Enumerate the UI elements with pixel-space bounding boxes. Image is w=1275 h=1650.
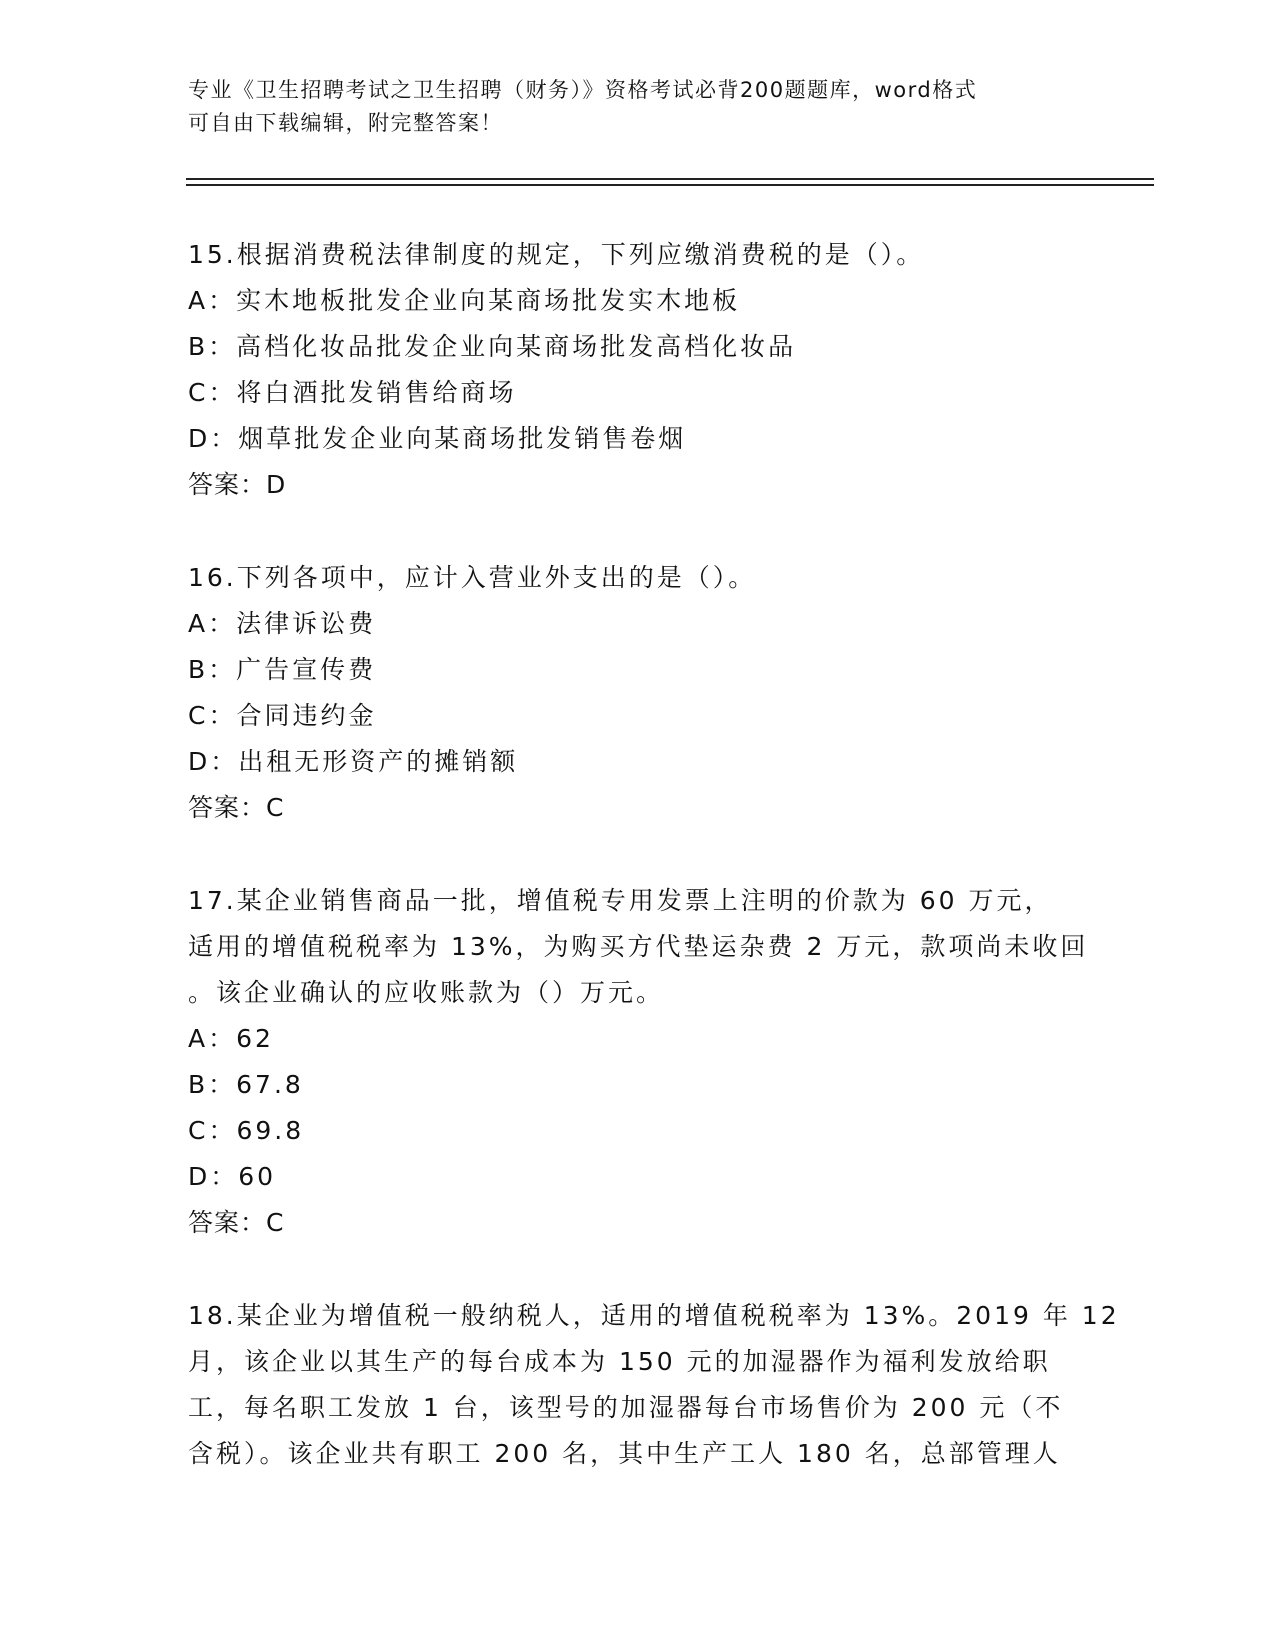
question-stem-line: 。该企业确认的应收账款为（）万元。: [188, 978, 665, 1007]
option-d: D：出租无形资产的摊销额: [188, 747, 519, 776]
question-stem-line: 17.某企业销售商品一批，增值税专用发票上注明的价款为 60 万元，: [188, 886, 1053, 915]
answer-line: 答案：C: [188, 1208, 285, 1237]
question-18: [188, 1293, 1120, 1477]
question-16: [188, 555, 1088, 831]
question-stem-line: 月，该企业以其生产的每台成本为 150 元的加湿器作为福利发放给职: [188, 1347, 1051, 1376]
header-line-1: 专业《卫生招聘考试之卫生招聘（财务）》资格考试必背200题题库，word格式: [188, 78, 978, 102]
option-a: A：法律诉讼费: [188, 609, 377, 638]
option-b: B：高档化妆品批发企业向某商场批发高档化妆品: [188, 332, 797, 361]
question-list: [188, 232, 1120, 1524]
header-rule-top: [186, 178, 1154, 180]
header-rule-bottom: [186, 184, 1154, 186]
option-b: B：67.8: [188, 1070, 304, 1099]
option-b: B：广告宣传费: [188, 655, 377, 684]
option-c: C：69.8: [188, 1116, 305, 1145]
document-header: [188, 74, 1068, 140]
option-d: D：烟草批发企业向某商场批发销售卷烟: [188, 424, 687, 453]
question-stem: 16.下列各项中，应计入营业外支出的是（）。: [188, 563, 757, 592]
option-d: D：60: [188, 1162, 277, 1191]
option-c: C：合同违约金: [188, 701, 377, 730]
question-17: [188, 878, 1088, 1246]
option-a: A：实木地板批发企业向某商场批发实木地板: [188, 286, 741, 315]
option-c: C：将白酒批发销售给商场: [188, 378, 517, 407]
answer-line: 答案：C: [188, 793, 285, 822]
question-stem-line: 含税）。该企业共有职工 200 名，其中生产工人 180 名，总部管理人: [188, 1439, 1061, 1468]
question-stem-line: 工，每名职工发放 1 台，该型号的加湿器每台市场售价为 200 元（不: [188, 1393, 1064, 1422]
option-a: A：62: [188, 1024, 274, 1053]
question-stem-line: 18.某企业为增值税一般纳税人，适用的增值税税率为 13%。2019 年 12: [188, 1301, 1120, 1330]
answer-line: 答案：D: [188, 470, 287, 499]
question-stem-line: 适用的增值税税率为 13%，为购买方代垫运杂费 2 万元，款项尚未收回: [188, 932, 1089, 961]
question-stem: 15.根据消费税法律制度的规定，下列应缴消费税的是（）。: [188, 240, 925, 269]
header-line-2: 可自由下载编辑，附完整答案！: [188, 111, 503, 135]
question-15: [188, 232, 1088, 508]
